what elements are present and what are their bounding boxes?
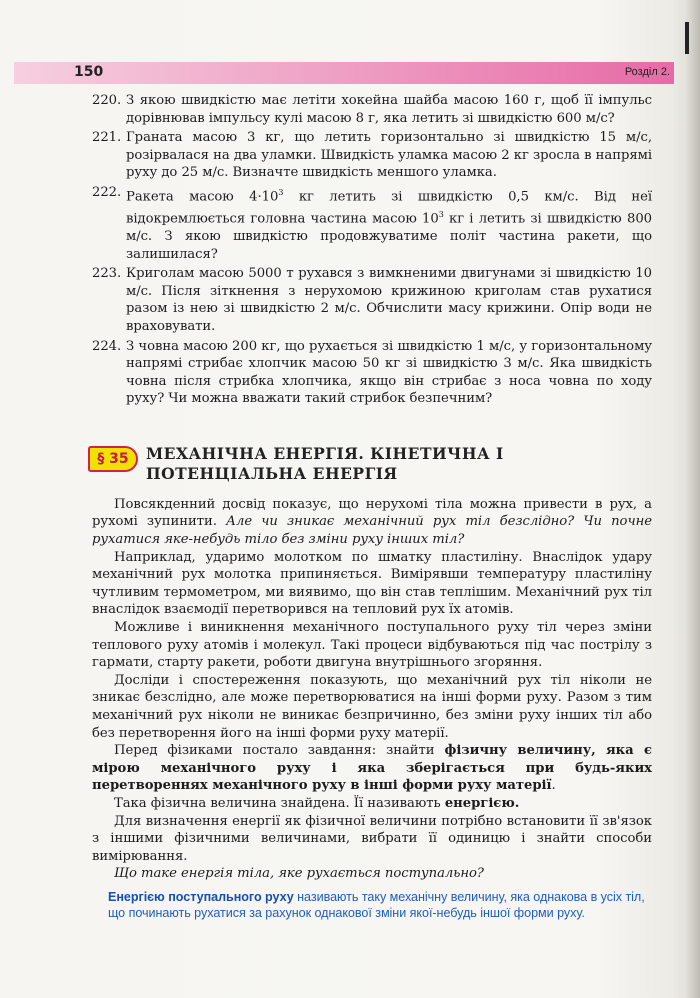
section-title-line: ПОТЕНЦІАЛЬНА ЕНЕРГІЯ xyxy=(146,463,398,483)
paragraph-italic: Але чи зникає механічний рух тіл безслідно? Чи почне рухатися яке-небудь тіло без зміни руху інших тіл? xyxy=(92,514,652,548)
section-title-line: МЕХАНІЧНА ЕНЕРГІЯ. КІНЕТИЧНА І xyxy=(146,443,504,463)
chapter-label: Розділ 2. xyxy=(624,66,670,78)
exponent: 3 xyxy=(438,209,444,219)
header-band xyxy=(14,62,674,84)
text-part: Ракета масою 4·10 xyxy=(126,189,279,205)
problem-220 xyxy=(92,92,652,127)
problem-224 xyxy=(92,338,652,408)
problem-text: Криголам масою 5000 т рухався з вимкненими двигунами зі швидкістю 10 м/с. Після зіткнення з нерухомою крижиною криголам став рухатися разом із нею зі швидкістю 2 м/с. Обчислити масу крижини. Опір води не враховувати. xyxy=(126,266,652,334)
paragraph-text: Повсякденний досвід показує, що нерухомі тіла можна привести в рух, а рухомі зупинити. xyxy=(92,496,652,530)
problem-text xyxy=(126,184,652,263)
problem-text: З якою швидкістю має летіти хокейна шайба масою 160 г, щоб її імпульс дорівнював імпульсу кулі масою 8 г, яка летить зі швидкістю 600 м/с? xyxy=(126,93,652,126)
section-badge: § 35 xyxy=(88,446,138,472)
problem-number: 223. xyxy=(92,266,122,282)
paragraph-6 xyxy=(92,795,652,813)
definition-term: Енергією поступального руху xyxy=(108,889,294,904)
problem-number: 221. xyxy=(92,130,122,146)
paragraph-4: Досліди і спостереження показують, що механічний рух тіл ніколи не зникає безслідно, але може перетворюватися на інші форми руху. Разом з тим механічний рух ніколи не виникає безпричинно, без зміни руху інших тіл або без перетворення його на інші форми руху матерії. xyxy=(92,672,652,741)
corner-mark xyxy=(685,22,689,54)
paragraph-8: Що таке енергія тіла, яке рухається поступально? xyxy=(114,866,484,882)
paragraph-text: Перед фізиками постало завдання: знайти xyxy=(114,743,445,759)
page-binding-edge xyxy=(684,0,700,998)
paragraph-1 xyxy=(92,496,652,549)
paragraph-text: Така фізична величина знайдена. Її називають xyxy=(114,795,445,811)
section-title xyxy=(146,444,616,484)
paragraph-7: Для визначення енергії як фізичної величини потрібно встановити її зв'язок з іншими фізичними величинами, вибрати її одиницю і знайти способи вимірювання. xyxy=(92,813,652,864)
section-heading xyxy=(92,444,652,496)
problem-221 xyxy=(92,129,652,182)
definition-text: називають таку механічну величину, яка однакова в усіх тіл, що починають рухатися за рахунок однакової зміни якої-небудь іншої форми руху. xyxy=(108,889,645,921)
problem-number: 220. xyxy=(92,93,122,108)
text-part: кг летить зі швидкістю 0,5 км/с. Від неї відокремлюється головна частина масою 10 xyxy=(126,189,653,227)
problem-text: З човна масою 200 кг, що рухається зі швидкістю 1 м/с, у горизонтальному напрямі стрибає хлопчик масою 50 кг зі швидкістю 3 м/с. Яка швидкість човна після стрибка хлопчика, якщо він стрибає з носа човна по ходу руху? Чи можна вважати такий стрибок безпечним? xyxy=(126,338,652,407)
problem-222 xyxy=(92,184,652,263)
problem-223 xyxy=(92,265,652,335)
paragraph-5 xyxy=(92,742,652,795)
paragraph-2: Наприклад, ударимо молотком по шматку пластиліну. Внаслідок удару механічний рух молотка припиняється. Вимірявши температуру пластиліну чутливим термометром, ми виявимо, що він став теплішим. Механічний рух тіл внаслідок взаємодії перетворився на тепловий рух їх атомів. xyxy=(92,549,652,618)
definition-box xyxy=(92,889,652,922)
problem-number: 222. xyxy=(92,184,122,200)
exponent: 3 xyxy=(278,187,284,197)
text-part: кг і летить зі швидкістю 800 м/с. З якою швидкістю продовжуватиме політ частина ракети, що залишилася? xyxy=(126,211,652,262)
problem-text: Граната масою 3 кг, що летить горизонтально зі швидкістю 15 м/с, розірвалася на два уламки. Швидкість уламка масою 2 кг зросла в напрямі руху до 25 м/с. Визначте швидкість меншого уламка. xyxy=(126,130,652,181)
paragraph-bold: енергією. xyxy=(444,795,520,811)
page-number: 150 xyxy=(74,64,104,80)
page-content xyxy=(92,92,652,922)
paragraph-bold: фізичну величину, яка є мірою механічного руху і яка зберігається при будь-яких перетвореннях механічного руху в інші форми руху матерії xyxy=(92,743,652,794)
paragraph-text: . xyxy=(551,778,556,794)
paragraph-3: Можливе і виникнення механічного поступального руху тіл через зміни теплового руху атомів і молекул. Такі процеси відбуваються під час пострілу з гармати, старту ракети, роботи двигуна внутрішнього згоряння. xyxy=(92,620,652,671)
problem-number: 224. xyxy=(92,338,122,354)
